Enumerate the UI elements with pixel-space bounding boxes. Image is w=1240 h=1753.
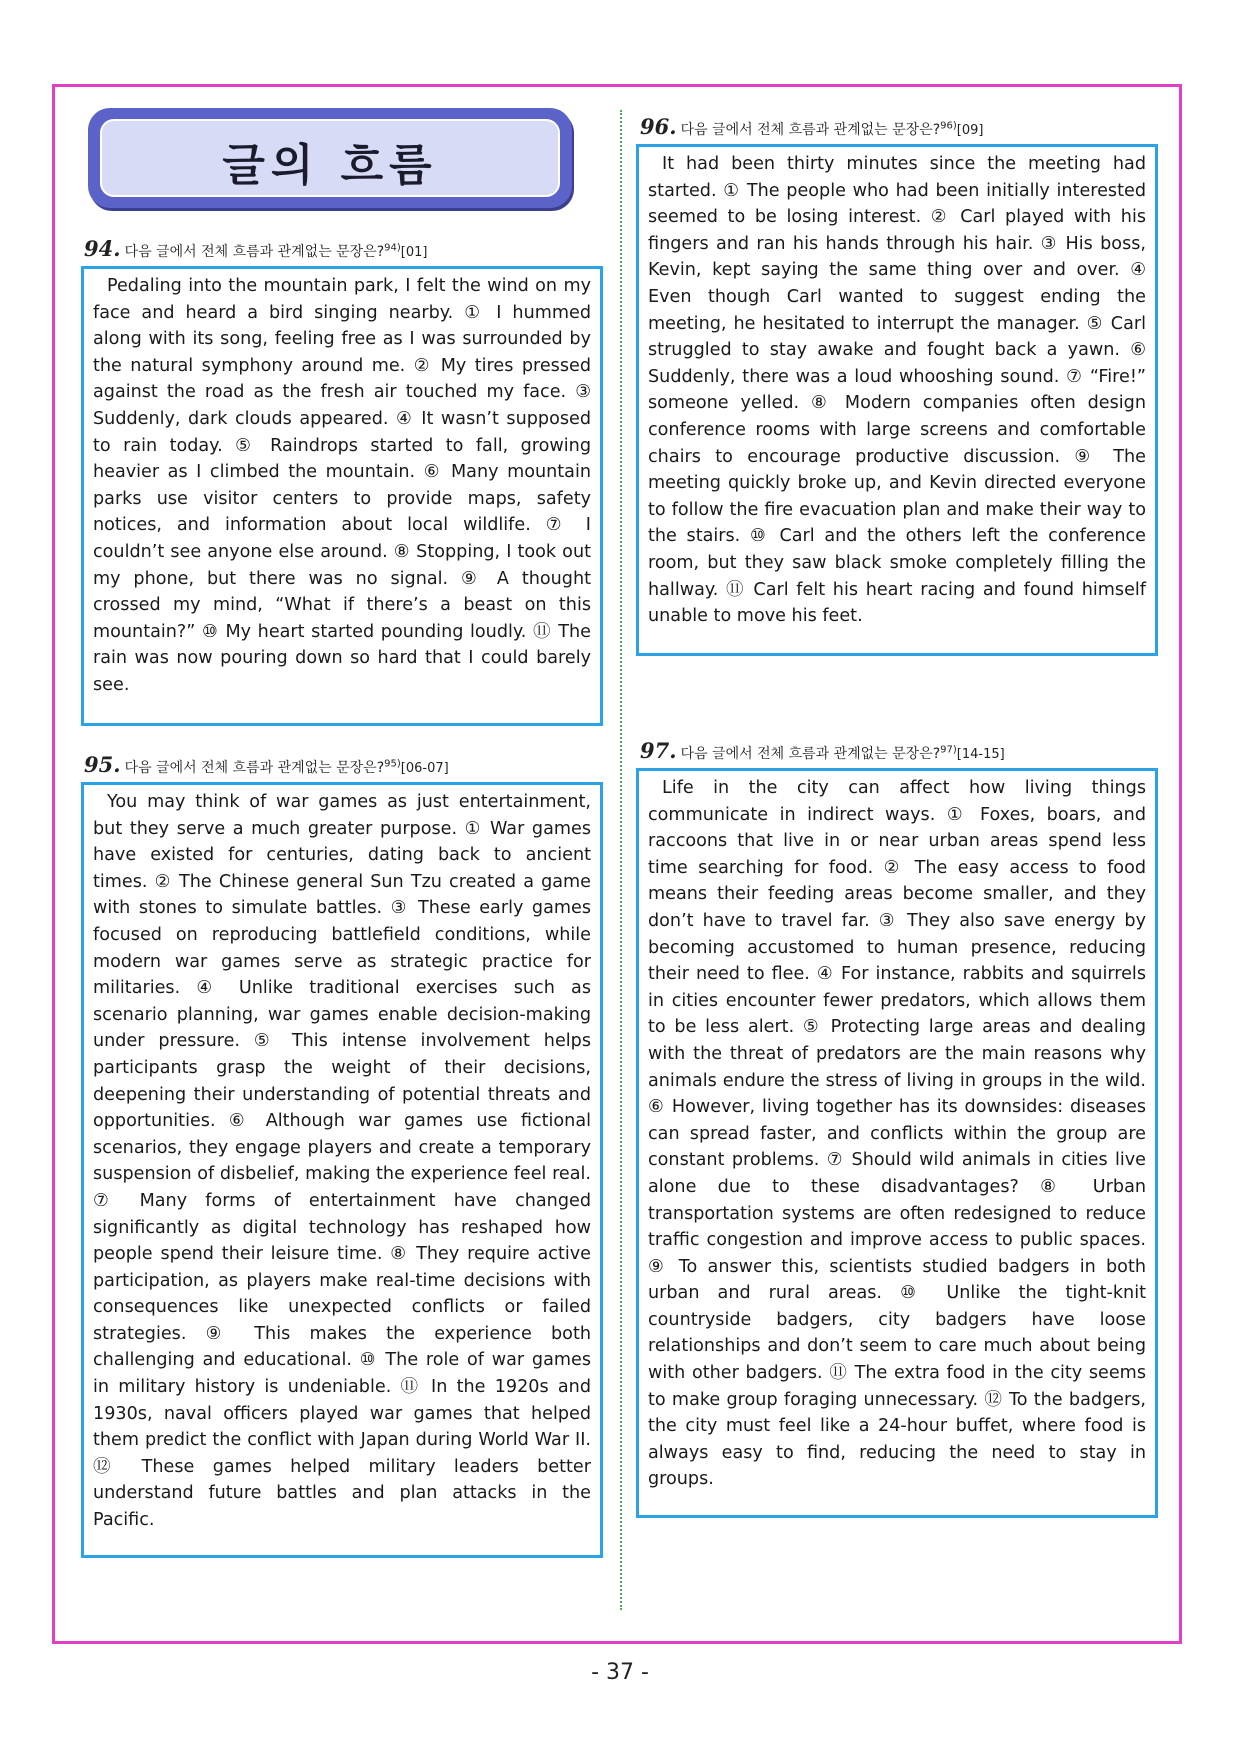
question-94-passage: [81, 266, 603, 726]
question-number: 96.: [640, 114, 677, 139]
question-number: 94.: [84, 236, 121, 261]
section-title-banner: [88, 108, 572, 208]
question-prompt: 다음 글에서 전체 흐름과 관계없는 문장은?: [124, 760, 385, 776]
passage-text: Life in the city can affect how living things communicate in indirect ways. ① Foxes, boars, and raccoons that live in or near urban areas spend less time searching for food. ② The easy access to food means their feeding areas become smaller, and they don’t have to travel far. ③ They also save energy by becoming accustomed to human presence, reducing their need to flee. ④ For instance, rabbits and squirrels in cities encounter fewer predators, which allows them to be less alert. ⑤ Protecting large areas and dealing with the threat of predators are the main reasons why animals endure the stress of living in groups in the wild. ⑥ However, living together has its downsides: diseases can spread faster, and conflicts within the group are constant problems. ⑦ Should wild animals in cities live alone due to these disadvantages? ⑧ Urban transportation systems are often redesigned to reduce traffic congestion and improve access to public spaces. ⑨ To answer this, scientists studied badgers in both urban and rural areas. ⑩ Unlike the tight-knit countryside badgers, city badgers have loose relationships and don’t seem to care much about being with other badgers. ⑪ The extra food in the city seems to make group foraging unnecessary. ⑫ To the badgers, the city must feel like a 24-hour buffet, where food is always easy to find, reducing the need to stay in groups.: [648, 778, 1146, 1490]
question-ref: 96): [940, 120, 957, 132]
column-divider: [620, 110, 622, 1610]
question-97-heading: [640, 738, 1005, 763]
question-95-passage: [81, 782, 603, 1558]
passage-text: You may think of war games as just entertainment, but they serve a much greater purpose. ① War games have existed for centuries, dating back to ancient times. ② The Chinese general Sun Tzu created a game with stones to simulate battles. ③ These early games focused on reproducing battlefield conditions, while modern war games serve as strategic practice for militaries. ④ Unlike traditional exercises such as scenario planning, war games enable decision-making under pressure. ⑤ This intense involvement helps participants grasp the weight of their decisions, deepening their understanding of potential threats and opportunities. ⑥ Although war games use fictional scenarios, they engage players and create a temporary suspension of disbelief, making the experience feel real. ⑦ Many forms of entertainment have changed significantly as digital technology has reshaped how people spend their leisure time. ⑧ They require active participation, as players make real-time decisions with consequences like unexpected conflicts or failed strategies. ⑨ This makes the experience both challenging and educational. ⑩ The role of war games in military history is undeniable. ⑪ In the 1920s and 1930s, naval officers played war games that helped them predict the conflict with Japan during World War II. ⑫ These games helped military leaders better understand future battles and plan attacks in the Pacific.: [93, 792, 591, 1531]
question-96-passage: [636, 144, 1158, 656]
section-title: 글의 흐름: [222, 140, 438, 191]
passage-text: It had been thirty minutes since the meeting had started. ① The people who had been initially interested seemed to be losing interest. ② Carl played with his fingers and ran his hands through his hair. ③ His boss, Kevin, kept saying the same thing over and over. ④ Even though Carl wanted to suggest ending the meeting, he hesitated to interrupt the manager. ⑤ Carl struggled to stay awake and fought back a yawn. ⑥ Suddenly, there was a loud whooshing sound. ⑦ “Fire!” someone yelled. ⑧ Modern companies often design conference rooms with large screens and comfortable chairs to encourage productive discussion. ⑨ The meeting quickly broke up, and Kevin directed everyone to follow the fire evacuation plan and make their way to the stairs. ⑩ Carl and the others left the conference room, but they saw black smoke completely filling the hallway. ⑪ Carl felt his heart racing and found himself unable to move his feet.: [648, 154, 1146, 627]
page-number: - 37 -: [591, 1660, 649, 1685]
question-prompt: 다음 글에서 전체 흐름과 관계없는 문장은?: [680, 746, 941, 762]
question-code: [14-15]: [956, 747, 1005, 762]
question-prompt: 다음 글에서 전체 흐름과 관계없는 문장은?: [680, 122, 941, 138]
question-code: [09]: [956, 123, 984, 138]
question-97-passage: [636, 768, 1158, 1518]
question-ref: 94): [384, 242, 401, 254]
section-title-inner: [100, 119, 560, 197]
question-95-heading: [84, 752, 449, 777]
question-code: [06-07]: [400, 761, 449, 776]
question-number: 97.: [640, 738, 677, 763]
question-96-heading: [640, 114, 983, 139]
question-ref: 97): [940, 744, 957, 756]
question-code: [01]: [400, 245, 428, 260]
passage-text: Pedaling into the mountain park, I felt the wind on my face and heard a bird singing nearby. ① I hummed along with its song, feeling free as I was surrounded by the natural symphony around me. ② My tires pressed against the road as the fresh air touched my face. ③ Suddenly, dark clouds appeared. ④ It wasn’t supposed to rain today. ⑤ Raindrops started to fall, growing heavier as I climbed the mountain. ⑥ Many mountain parks use visitor centers to provide maps, safety notices, and information about local wildlife. ⑦ I couldn’t see anyone else around. ⑧ Stopping, I took out my phone, but there was no signal. ⑨ A thought crossed my mind, “What if there’s a beast on this mountain?” ⑩ My heart started pounding loudly. ⑪ The rain was now pouring down so hard that I could barely see.: [93, 276, 591, 695]
question-prompt: 다음 글에서 전체 흐름과 관계없는 문장은?: [124, 244, 385, 260]
question-94-heading: [84, 236, 427, 261]
question-ref: 95): [384, 758, 401, 770]
question-number: 95.: [84, 752, 121, 777]
